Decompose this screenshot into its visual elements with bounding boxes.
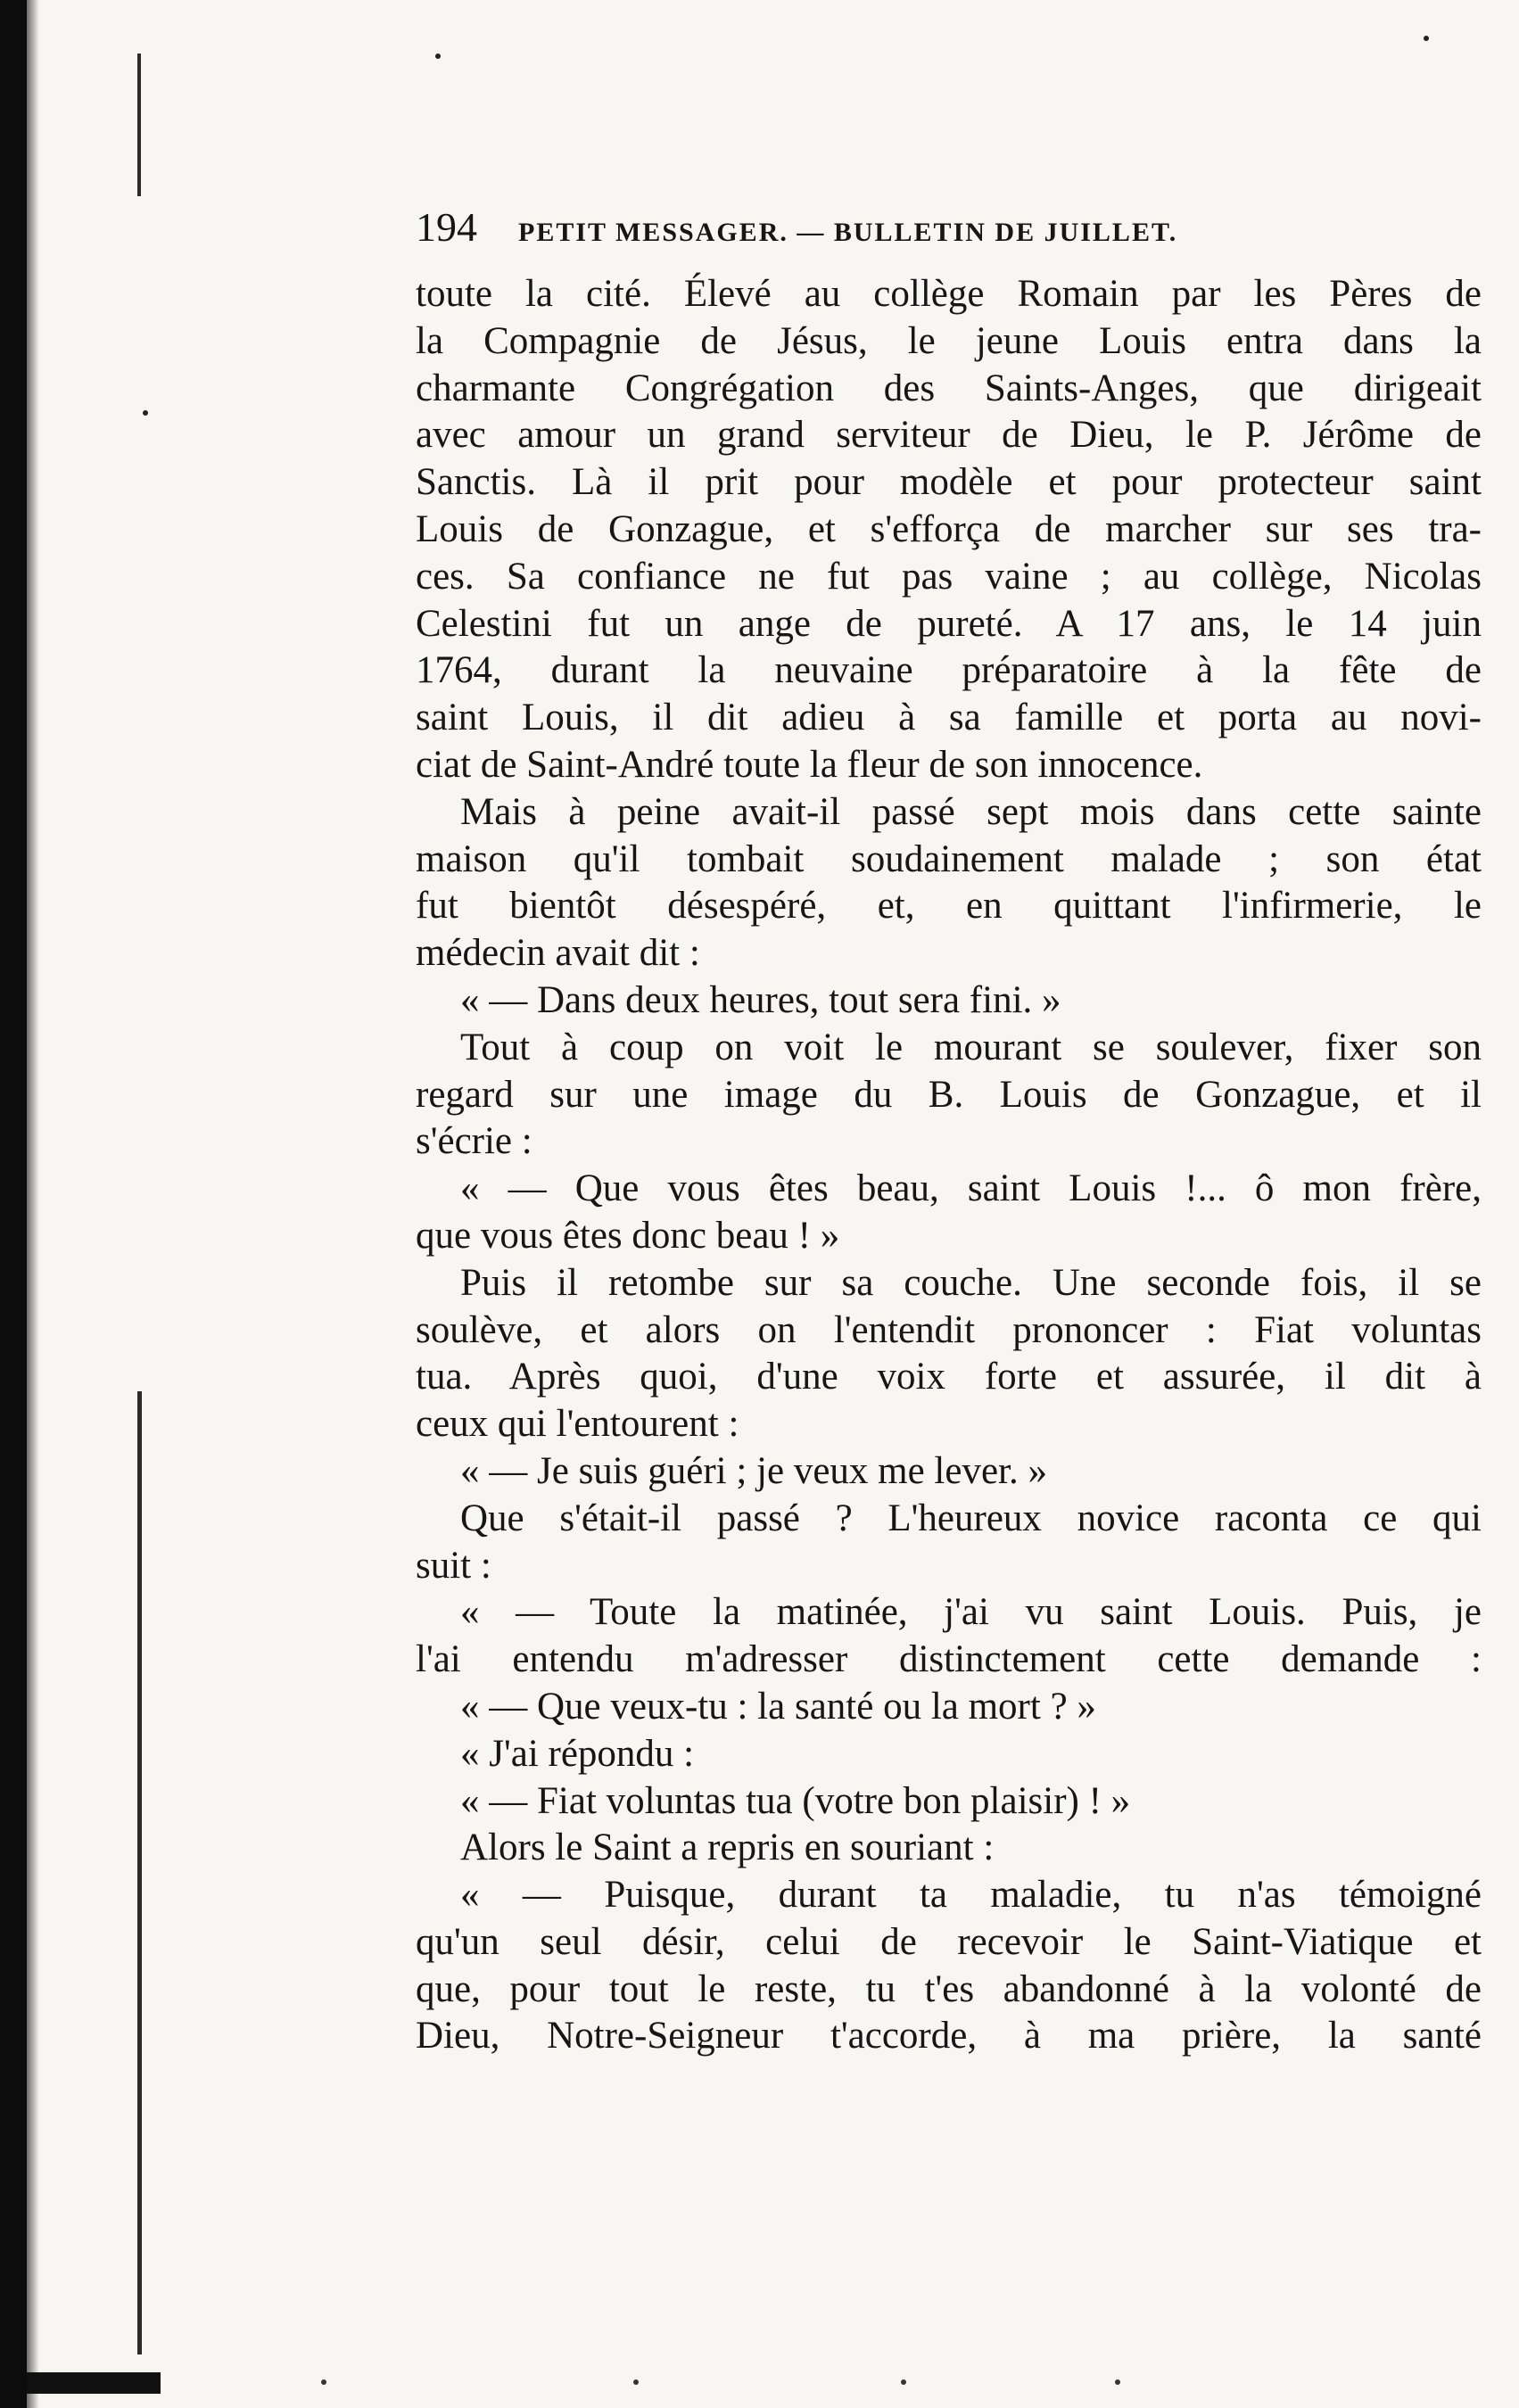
text-line: médecin avait dit : (416, 932, 700, 975)
margin-mark (137, 1391, 142, 2354)
text-line: s'écrie : (416, 1120, 532, 1163)
text-line: 1764, durant la neuvaine préparatoire à la fête de (416, 649, 1482, 692)
margin-mark (137, 54, 141, 196)
text-line: « — Je suis guéri ; je veux me lever. » (460, 1449, 1047, 1492)
text-line: Sanctis. Là il prit pour modèle et pour protecteur saint (416, 461, 1482, 504)
body-text (416, 271, 1482, 2060)
text-line: « — Fiat voluntas tua (votre bon plaisir) ! » (460, 1779, 1131, 1822)
text-line: suit : (416, 1544, 491, 1587)
text-line: maison qu'il tombait soudainement malade ; son état (416, 837, 1482, 880)
text-line: « — Dans deux heures, tout sera fini. » (460, 978, 1061, 1021)
running-header (416, 203, 1361, 257)
ink-speck (633, 2379, 639, 2385)
text-line: ceux qui l'entourent : (416, 1403, 739, 1446)
text-line: la Compagnie de Jésus, le jeune Louis entra dans la (416, 319, 1482, 362)
text-line: toute la cité. Élevé au collège Romain par les Pères de (416, 273, 1482, 315)
text-line: ciat de Saint-André toute la fleur de son innocence. (416, 743, 1203, 786)
text-line: l'ai entendu m'adresser distinctement cette demande : (416, 1638, 1482, 1681)
text-line: que, pour tout le reste, tu t'es abandonné à la volonté de (416, 1967, 1482, 2010)
text-line: « J'ai répondu : (460, 1732, 695, 1775)
text-line: soulève, et alors on l'entendit prononcer : Fiat voluntas (416, 1308, 1482, 1351)
text-line: Mais à peine avait-il passé sept mois dans cette sainte (460, 790, 1482, 833)
ink-speck (901, 2379, 906, 2385)
text-line: ces. Sa confiance ne fut pas vaine ; au collège, Nicolas (416, 555, 1482, 598)
text-line: saint Louis, il dit adieu à sa famille et porta au novi- (416, 697, 1482, 739)
text-line: Puis il retombe sur sa couche. Une seconde fois, il se (460, 1261, 1482, 1304)
text-line: « — Toute la matinée, j'ai vu saint Louis. Puis, je (460, 1591, 1482, 1634)
text-line: « — Que vous êtes beau, saint Louis !... ô mon frère, (460, 1167, 1482, 1210)
text-line: Celestini fut un ange de pureté. A 17 ans, le 14 juin (416, 602, 1482, 645)
text-line: avec amour un grand serviteur de Dieu, le P. Jérôme de (416, 414, 1482, 457)
running-title: PETIT MESSAGER. — BULLETIN DE JUILLET. (518, 218, 1178, 247)
page-number: 194 (416, 204, 477, 250)
text-line: Alors le Saint a repris en souriant : (460, 1827, 995, 1869)
ink-speck (1424, 36, 1429, 41)
text-line: que vous êtes donc beau ! » (416, 1214, 840, 1257)
text-line: regard sur une image du B. Louis de Gonzague, et il (416, 1073, 1482, 1116)
ink-speck (321, 2379, 326, 2385)
ink-speck (143, 410, 148, 416)
text-line: Louis de Gonzague, et s'efforça de marcher sur ses tra- (416, 507, 1482, 550)
text-line: charmante Congrégation des Saints-Anges, que dirigeait (416, 367, 1482, 409)
text-line: Que s'était-il passé ? L'heureux novice raconta ce qui (460, 1497, 1482, 1539)
page-binding-shadow (27, 0, 39, 2408)
bottom-edge-marks (134, 2372, 1383, 2399)
text-line: Dieu, Notre-Seigneur t'accorde, à ma prière, la santé (416, 2015, 1482, 2058)
text-line: Tout à coup on voit le mourant se soulever, fixer son (460, 1026, 1482, 1068)
text-line: qu'un seul désir, celui de recevoir le Saint-Viatique et (416, 1920, 1482, 1963)
page-binding-edge (0, 0, 27, 2408)
ink-speck (1115, 2379, 1120, 2385)
ink-speck (435, 54, 441, 59)
text-line: « — Que veux-tu : la santé ou la mort ? » (460, 1685, 1096, 1728)
page-corner-shadow (27, 2372, 161, 2394)
text-line: « — Puisque, durant ta maladie, tu n'as témoigné (460, 1874, 1482, 1917)
text-line: fut bientôt désespéré, et, en quittant l'infirmerie, le (416, 885, 1482, 928)
text-line: tua. Après quoi, d'une voix forte et assurée, il dit à (416, 1356, 1482, 1398)
